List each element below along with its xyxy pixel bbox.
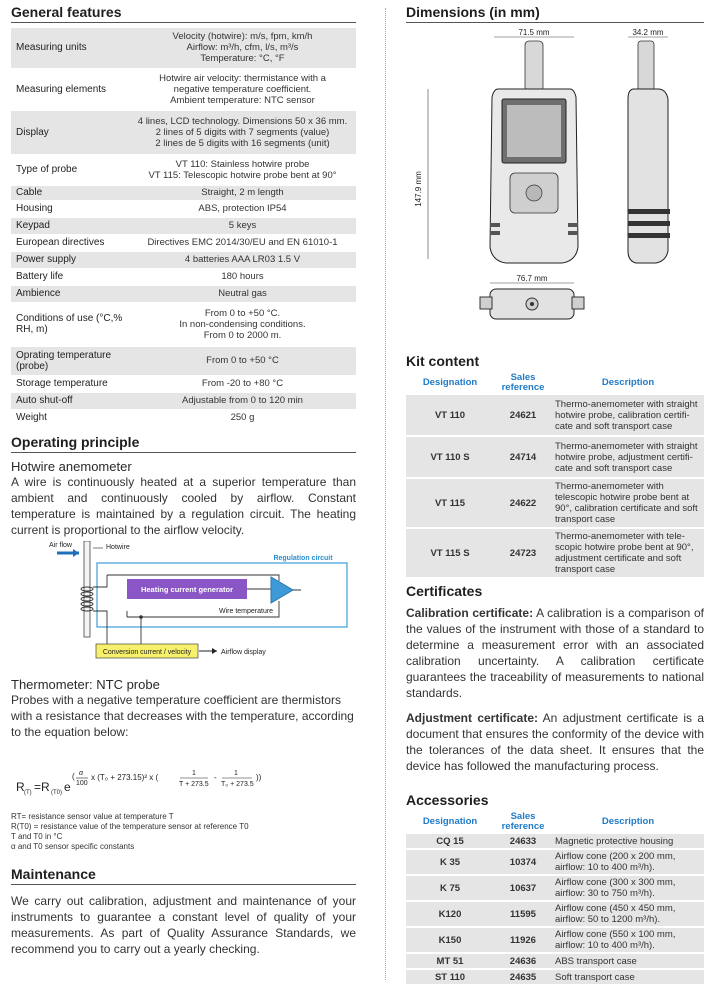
designation-cell: VT 110 S — [406, 437, 494, 477]
designation-cell: K 75 — [406, 876, 494, 900]
feature-value — [129, 285, 356, 302]
device-front-view — [490, 41, 578, 263]
description-line: Thermo-anemometer with straight — [555, 440, 698, 452]
feature-value-line: 4 batteries AAA LR03 1.5 V — [184, 254, 301, 265]
feature-row — [11, 285, 356, 302]
kit-row — [406, 529, 704, 577]
accessories-table — [406, 810, 704, 984]
reference-cell: 24714 — [494, 437, 552, 477]
designation-cell: K150 — [406, 928, 494, 952]
feature-key: Ambience — [11, 285, 129, 302]
feature-key: Cable — [11, 185, 129, 200]
reference-cell: 11926 — [494, 928, 552, 952]
feature-value — [129, 217, 356, 234]
conversion-label: Conversion current / velocity — [102, 648, 192, 656]
airflow-label: Air flow — [49, 541, 72, 549]
svg-text:T + 273.5: T + 273.5 — [179, 780, 209, 788]
maintenance-text: We carry out calibration, adjustment and maintenance of your instruments to guarantee a constant level of quality of your measurements. As part of Quality Assurance Standards, we recommend you to carry out a yearly checking. — [11, 893, 356, 956]
feature-value-line: VT 115: Telescopic hotwire probe bent at 90° — [148, 169, 337, 181]
feature-row — [11, 68, 356, 110]
description-line: Airflow cone (300 x 300 mm, — [555, 877, 676, 888]
description-line: Airflow cone (200 x 200 mm, — [555, 851, 676, 862]
description-line: transport case — [555, 514, 616, 525]
description-line: hotwire probe, adjustment certifi- — [555, 451, 693, 463]
kit-row — [406, 479, 704, 527]
svg-text:1: 1 — [234, 769, 238, 777]
accessory-row — [406, 928, 704, 952]
feature-key: Battery life — [11, 268, 129, 285]
svg-text:=R: =R — [34, 779, 50, 794]
airflow-arrowhead — [73, 549, 79, 557]
description-cell — [552, 954, 704, 968]
kit-table — [406, 371, 704, 577]
ntc-title: Thermometer: NTC probe — [11, 676, 160, 692]
feature-key: Keypad — [11, 217, 129, 234]
description-line: cate and soft transport case — [555, 420, 673, 432]
feature-value — [129, 346, 356, 375]
kit-content-title: Kit content — [406, 353, 480, 369]
legend-line: RT= resistance sensor value at temperature T — [11, 811, 174, 821]
reference-cell: 10637 — [494, 876, 552, 900]
reference-cell: 24622 — [494, 479, 552, 527]
description-line: Soft transport case — [555, 971, 635, 983]
junction-dot — [139, 615, 143, 619]
calibration-paragraph — [406, 605, 704, 701]
feature-value-line: ABS, protection IP54 — [198, 203, 287, 214]
feature-value-line: From 0 to 2000 m. — [203, 329, 282, 341]
description-line: airflow: 50 to 1200 m³/h). — [555, 914, 661, 925]
feature-value-line: Straight, 2 m length — [201, 187, 284, 198]
dimensions-title: Dimensions (in mm) — [406, 4, 704, 23]
feature-key: Oprating temperature (probe) — [11, 346, 129, 375]
feature-value — [129, 28, 356, 68]
feature-value — [129, 251, 356, 268]
feature-value — [129, 234, 356, 251]
feature-row — [11, 392, 356, 409]
feature-value-line: Ambient temperature: NTC sensor — [170, 94, 315, 106]
feature-value-line: 2 lines de 5 digits with 16 segments (unit) — [155, 137, 330, 149]
feature-key: Housing — [11, 200, 129, 217]
designation-cell: MT 51 — [406, 954, 494, 968]
svg-text:100: 100 — [76, 779, 88, 787]
column-header: Sales reference — [501, 811, 545, 832]
certificates-title: Certificates — [406, 583, 483, 599]
description-cell — [552, 437, 704, 477]
description-line: Magnetic protective housing — [555, 835, 674, 847]
feature-row — [11, 302, 356, 346]
table-header-row — [406, 810, 704, 834]
column-separator — [385, 8, 386, 980]
feature-value-line: From 0 to +50 °C. — [204, 307, 281, 319]
feature-value-line: Adjustable from 0 to 120 min — [182, 395, 303, 406]
ntc-text: Probes with a negative temperature coefficient are thermistors with a resistance that decreases with the temperature, according to the equation below: — [11, 692, 354, 739]
description-cell — [552, 395, 704, 435]
adjustment-paragraph — [406, 710, 704, 774]
description-cell — [552, 970, 704, 984]
description-line: scopic hotwire probe bent at 90°, — [555, 542, 694, 553]
table-header-row — [406, 371, 704, 395]
feature-value-line: 2 lines of 5 digits with 7 segments (value) — [155, 126, 330, 138]
device-bottom-view — [480, 289, 584, 319]
feature-row — [11, 28, 356, 68]
feature-value — [129, 375, 356, 392]
feature-row — [11, 251, 356, 268]
svg-text:α: α — [79, 769, 83, 777]
kit-row — [406, 395, 704, 435]
svg-text:-: - — [214, 772, 217, 782]
reference-cell: 24633 — [494, 834, 552, 848]
feature-value — [129, 154, 356, 185]
svg-text:)): )) — [256, 772, 262, 782]
description-line: Airflow cone (550 x 100 mm, — [555, 929, 676, 940]
feature-value-line: negative temperature coefficient. — [173, 83, 312, 95]
description-line: Thermo-anemometer with — [555, 481, 664, 492]
description-cell — [552, 479, 704, 527]
description-cell — [552, 834, 704, 848]
hotwire-text: A wire is continuously heated at a superior temperature than ambient and continuously cooled by airflow. Constant temperature is maintained by a regulation circuit. The heating current is proportional to the airflow velocity. — [11, 474, 356, 537]
feature-key: Measuring elements — [11, 68, 129, 110]
dim-width: 71.5 mm — [518, 28, 550, 37]
feature-value-line: VT 110: Stainless hotwire probe — [175, 158, 310, 170]
feature-value-line: Directives EMC 2014/30/EU and EN 61010-1 — [147, 237, 338, 248]
feature-value — [129, 185, 356, 200]
description-line: Thermo-anemometer with straight — [555, 398, 698, 410]
general-features-title: General features — [11, 4, 356, 23]
feature-value — [129, 68, 356, 110]
accessory-row — [406, 954, 704, 968]
feature-value-line: Temperature: °C, °F — [200, 53, 285, 65]
feature-row — [11, 154, 356, 185]
svg-text:x (T₀ + 273.15)² x (: x (T₀ + 273.15)² x ( — [91, 772, 159, 782]
feature-value-line: From 0 to +50 °C — [206, 355, 279, 366]
accessory-row — [406, 850, 704, 874]
calibration-lead: Calibration certificate: — [406, 606, 534, 620]
feature-value — [129, 392, 356, 409]
feature-key: Display — [11, 110, 129, 154]
feature-row — [11, 110, 356, 154]
svg-text:(T0): (T0) — [51, 789, 62, 796]
reference-cell: 24636 — [494, 954, 552, 968]
reference-cell: 11595 — [494, 902, 552, 926]
feature-value-line: 5 keys — [228, 220, 257, 231]
column-header: Designation — [422, 377, 478, 388]
dim-height: 147.9 mm — [414, 171, 423, 207]
feature-value-line: Hotwire air velocity: thermistance with a — [159, 72, 326, 84]
feature-value-line: From -20 to +80 °C — [201, 378, 284, 389]
description-line: Thermo-anemometer with tele- — [555, 531, 685, 542]
feature-row — [11, 268, 356, 285]
feature-key: Storage temperature — [11, 375, 129, 392]
wire-temp-label: Wire temperature — [219, 607, 274, 615]
display-arrowhead — [212, 648, 217, 654]
coil-wires — [93, 575, 107, 651]
left-column — [11, 0, 356, 957]
feature-value-line: Airflow: m³/h, cfm, l/s, m³/s — [186, 42, 299, 54]
designation-cell: VT 110 — [406, 395, 494, 435]
feature-value-line: In non-condensing conditions. — [179, 318, 306, 330]
ntc-equation — [16, 766, 316, 802]
dim-bottom: 76.7 mm — [516, 274, 548, 283]
legend-line: R(T0) = resistance value of the temperature sensor at reference T0 — [11, 821, 249, 831]
feature-key: European directives — [11, 234, 129, 251]
feature-value — [129, 302, 356, 346]
hotwire-title: Hotwire anemometer — [11, 458, 132, 474]
feature-value-line: 250 g — [230, 412, 255, 423]
feature-key: Weight — [11, 409, 129, 426]
hotwire-diagram — [49, 541, 349, 669]
feature-value — [129, 268, 356, 285]
description-line: airflow: 10 to 400 m³/h). — [555, 862, 655, 873]
feature-row — [11, 409, 356, 426]
probe-rod — [84, 541, 90, 637]
feature-key: Measuring units — [11, 28, 129, 68]
svg-text:R: R — [16, 779, 25, 794]
svg-text:1: 1 — [192, 769, 196, 777]
description-line: airflow: 30 to 750 m³/h). — [555, 888, 655, 899]
description-line: Airflow cone (450 x 450 mm, — [555, 903, 676, 914]
right-column — [406, 0, 704, 984]
feature-row — [11, 200, 356, 217]
svg-text:(: ( — [72, 771, 75, 781]
calibration-text: A calibration is a comparison of the values of the instrument with those of a standard to determine a measurement error with an associated calibration uncertainty. A calibration certificate guarantees the traceability of measurements to national standards. — [406, 606, 705, 700]
svg-text:e: e — [64, 779, 71, 794]
description-line: cate and soft transport case — [555, 462, 673, 474]
description-cell — [552, 876, 704, 900]
feature-row — [11, 217, 356, 234]
column-header: Designation — [422, 816, 478, 827]
reference-cell: 24621 — [494, 395, 552, 435]
description-line: 90°, calibration certificate and soft — [555, 503, 698, 514]
designation-cell: CQ 15 — [406, 834, 494, 848]
column-header: Sales reference — [501, 372, 545, 393]
description-cell — [552, 928, 704, 952]
operating-principle-title: Operating principle — [11, 434, 356, 453]
description-line: telescopic hotwire probe bent at — [555, 492, 690, 503]
maintenance-title: Maintenance — [11, 866, 356, 885]
feature-key: Auto shut-off — [11, 392, 129, 409]
description-line: transport case — [555, 564, 616, 575]
feature-key: Type of probe — [11, 154, 129, 185]
feature-row — [11, 185, 356, 200]
accessories-title: Accessories — [406, 792, 489, 808]
adjustment-text: An adjustment certificate is a document that ensures the conformity of the device with the tolerances of the data sheet. It ensures that the device has followed the manufacturing process. — [406, 711, 705, 773]
svg-text:T₀ + 273.5: T₀ + 273.5 — [221, 780, 254, 788]
designation-cell: K120 — [406, 902, 494, 926]
description-line: ABS transport case — [555, 955, 637, 967]
description-line: adjustment certificate and soft — [555, 553, 682, 564]
column-header: Description — [601, 816, 655, 827]
feature-key: Conditions of use (°C,% RH, m) — [11, 302, 129, 346]
feature-value — [129, 110, 356, 154]
accessory-row — [406, 970, 704, 984]
feature-value-line: 4 lines, LCD technology. Dimensions 50 x 36 mm. — [137, 115, 348, 127]
features-table — [11, 28, 356, 427]
feature-value-line: 180 hours — [221, 271, 264, 282]
description-cell — [552, 902, 704, 926]
accessory-row — [406, 834, 704, 848]
reference-cell: 24723 — [494, 529, 552, 577]
device-side-view — [628, 41, 670, 263]
description-line: hotwire probe, calibration certifi- — [555, 409, 690, 421]
description-line: airflow: 10 to 400 m³/h). — [555, 940, 655, 951]
designation-cell: VT 115 S — [406, 529, 494, 577]
designation-cell: K 35 — [406, 850, 494, 874]
description-cell — [552, 850, 704, 874]
designation-cell: ST 110 — [406, 970, 494, 984]
feature-key: Power supply — [11, 251, 129, 268]
feature-value-line: Velocity (hotwire): m/s, fpm, km/h — [172, 31, 313, 43]
heating-generator-label: Heating current generator — [140, 584, 234, 594]
accessory-row — [406, 902, 704, 926]
regulation-label: Regulation circuit — [273, 554, 333, 562]
amplifier-icon — [271, 577, 293, 603]
kit-row — [406, 437, 704, 477]
reference-cell: 24635 — [494, 970, 552, 984]
display-label: Airflow display — [221, 648, 266, 656]
hotwire-label: Hotwire — [106, 543, 130, 551]
legend-line: T and T0 in °C — [11, 831, 63, 841]
feature-value — [129, 409, 356, 426]
dimensions-drawing — [406, 27, 704, 347]
reference-cell: 10374 — [494, 850, 552, 874]
legend-line: α and T0 sensor specific constants — [11, 841, 135, 851]
feature-value — [129, 200, 356, 217]
adjustment-lead: Adjustment certificate: — [406, 711, 539, 725]
feature-row — [11, 346, 356, 375]
column-header: Description — [601, 377, 655, 388]
accessory-row — [406, 876, 704, 900]
designation-cell: VT 115 — [406, 479, 494, 527]
dim-depth: 34.2 mm — [632, 28, 664, 37]
svg-text:(T): (T) — [24, 789, 32, 796]
feature-value-line: Neutral gas — [218, 288, 267, 299]
feature-row — [11, 234, 356, 251]
equation-legend — [11, 812, 356, 852]
description-cell — [552, 529, 704, 577]
feature-row — [11, 375, 356, 392]
